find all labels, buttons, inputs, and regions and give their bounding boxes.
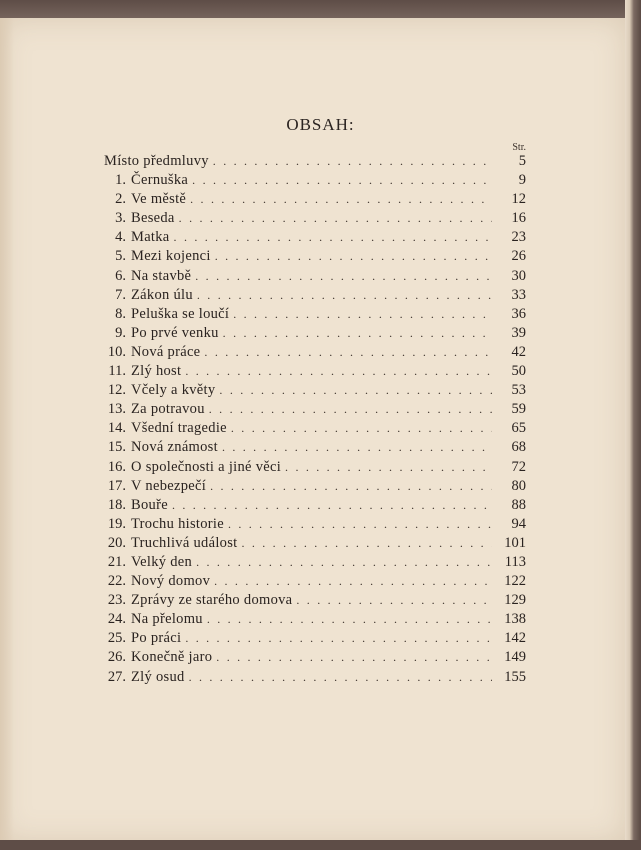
toc-entry <box>104 553 526 572</box>
page-number: 39 <box>511 324 526 341</box>
dot-leader <box>172 496 492 515</box>
toc-entry <box>104 572 526 591</box>
page-column-label: Str. <box>512 142 526 153</box>
toc-entry <box>104 228 526 247</box>
chapter-number: 12. <box>107 382 126 399</box>
toc-entry <box>104 610 526 629</box>
toc-entry <box>104 190 526 209</box>
toc-entry <box>104 324 526 343</box>
chapter-number: 4. <box>115 229 126 246</box>
toc-entry <box>104 286 526 305</box>
dot-leader <box>207 610 492 629</box>
dot-leader <box>231 419 492 438</box>
page-number: 16 <box>511 210 526 227</box>
page-number: 113 <box>504 553 526 570</box>
page-number: 42 <box>511 343 526 360</box>
toc-entry <box>104 438 526 457</box>
dot-leader <box>228 515 492 534</box>
dot-leader <box>209 400 492 419</box>
chapter-number: 13. <box>107 401 126 418</box>
page-number: 30 <box>511 267 526 284</box>
chapter-number: 6. <box>115 267 126 284</box>
toc-entry <box>104 648 526 667</box>
page-title: OBSAH: <box>286 115 355 134</box>
page-number: 138 <box>504 611 526 628</box>
page-number: 65 <box>511 420 526 437</box>
page-number: 142 <box>504 630 526 647</box>
toc-entry <box>104 591 526 610</box>
page-number: 155 <box>504 668 526 685</box>
table-of-contents <box>104 152 526 687</box>
chapter-number: 24. <box>107 611 126 628</box>
toc-entry <box>104 267 526 286</box>
chapter-number: 23. <box>107 592 126 609</box>
chapter-number: 7. <box>115 286 126 303</box>
toc-entry <box>104 458 526 477</box>
chapter-number: 2. <box>115 191 126 208</box>
toc-entry <box>104 305 526 324</box>
chapter-title: Mezi kojenci <box>131 248 211 265</box>
dot-leader <box>192 171 492 190</box>
dot-leader <box>216 648 492 667</box>
chapter-title: Trochu historie <box>131 515 224 532</box>
chapter-number: 15. <box>107 439 126 456</box>
dot-leader <box>296 591 492 610</box>
chapter-title: Ve městě <box>131 191 187 208</box>
dot-leader <box>179 209 492 228</box>
toc-entry <box>104 171 526 190</box>
toc-entry <box>104 534 526 553</box>
chapter-number: 5. <box>115 248 126 265</box>
dot-leader <box>215 247 492 266</box>
chapter-number: 18. <box>107 496 126 513</box>
chapter-title: Nová práce <box>131 343 201 360</box>
page-number: 12 <box>511 191 526 208</box>
chapter-number: 21. <box>107 553 126 570</box>
dot-leader <box>185 362 492 381</box>
chapter-title: Po práci <box>131 630 182 647</box>
chapter-title: O společnosti a jiné věci <box>131 458 282 475</box>
page-number: 80 <box>511 477 526 494</box>
toc-entry <box>104 209 526 228</box>
chapter-title: Včely a květy <box>131 382 216 399</box>
chapter-title: Nový domov <box>131 573 211 590</box>
toc-entry <box>104 668 526 687</box>
page-number: 36 <box>511 305 526 322</box>
chapter-title: Zlý osud <box>131 668 185 685</box>
dot-leader <box>189 668 492 687</box>
page-number: 72 <box>511 458 526 475</box>
page-number: 101 <box>504 534 526 551</box>
page-number: 53 <box>511 382 526 399</box>
chapter-title: Bouře <box>131 496 168 513</box>
chapter-number: 16. <box>107 458 126 475</box>
dot-leader <box>190 190 492 209</box>
page-number: 50 <box>511 363 526 380</box>
dot-leader <box>195 267 492 286</box>
chapter-title: Nová známost <box>131 439 218 456</box>
book-cover-bottom <box>0 840 641 850</box>
dot-leader <box>185 629 492 648</box>
toc-entry <box>104 381 526 400</box>
chapter-title: Všední tragedie <box>131 420 227 437</box>
page-number: 94 <box>511 515 526 532</box>
chapter-title: Peluška se loučí <box>131 305 230 322</box>
chapter-number: 1. <box>115 172 126 189</box>
page-number: 122 <box>504 573 526 590</box>
chapter-title: Na stavbě <box>131 267 192 284</box>
dot-leader <box>214 572 492 591</box>
dot-leader <box>213 152 492 171</box>
page-number: 23 <box>511 229 526 246</box>
chapter-number: 11. <box>108 363 126 380</box>
chapter-title: Matka <box>131 229 170 246</box>
page-number: 9 <box>518 172 526 189</box>
toc-entry <box>104 629 526 648</box>
chapter-title: Černuška <box>131 172 189 189</box>
page-number: 26 <box>511 248 526 265</box>
toc-entry <box>104 419 526 438</box>
chapter-title: Na přelomu <box>131 611 203 628</box>
dot-leader <box>174 228 492 247</box>
dot-leader <box>210 477 492 496</box>
toc-entry <box>104 496 526 515</box>
dot-leader <box>233 305 492 324</box>
chapter-title: V nebezpečí <box>131 477 207 494</box>
chapter-title: Zprávy ze starého domova <box>131 592 293 609</box>
chapter-number: 25. <box>107 630 126 647</box>
chapter-number: 8. <box>115 305 126 322</box>
dot-leader <box>197 286 492 305</box>
toc-entry <box>104 477 526 496</box>
page-number: 33 <box>511 286 526 303</box>
chapter-title: Velký den <box>131 553 193 570</box>
chapter-number: 10. <box>107 343 126 360</box>
dot-leader <box>285 458 492 477</box>
chapter-number: 20. <box>107 534 126 551</box>
chapter-title: Truchlivá událost <box>131 534 238 551</box>
toc-entry <box>104 343 526 362</box>
chapter-number: 27. <box>107 668 126 685</box>
chapter-number: 22. <box>107 573 126 590</box>
page-number: 149 <box>504 649 526 666</box>
toc-entry <box>104 152 526 171</box>
page-number: 129 <box>504 592 526 609</box>
toc-entry <box>104 247 526 266</box>
dot-leader <box>196 553 492 572</box>
page-number: 59 <box>511 401 526 418</box>
dot-leader <box>219 381 492 400</box>
page-number: 68 <box>511 439 526 456</box>
chapter-number: 26. <box>107 649 126 666</box>
chapter-title: Místo předmluvy <box>104 153 209 169</box>
chapter-title: Za potravou <box>131 401 205 418</box>
chapter-title: Zákon úlu <box>131 286 193 303</box>
page-number: 5 <box>518 153 526 169</box>
dot-leader <box>222 438 492 457</box>
toc-entry <box>104 362 526 381</box>
toc-entry <box>104 515 526 534</box>
page-number: 88 <box>511 496 526 513</box>
chapter-number: 3. <box>115 210 126 227</box>
chapter-title: Zlý host <box>131 363 182 380</box>
chapter-number: 19. <box>107 515 126 532</box>
chapter-title: Po prvé venku <box>131 324 219 341</box>
chapter-title: Konečně jaro <box>131 649 213 666</box>
dot-leader <box>241 534 492 553</box>
chapter-number: 17. <box>107 477 126 494</box>
dot-leader <box>204 343 492 362</box>
chapter-number: 14. <box>107 420 126 437</box>
chapter-title: Beseda <box>131 210 175 227</box>
chapter-number: 9. <box>115 324 126 341</box>
toc-entry <box>104 400 526 419</box>
page-gutter-shadow <box>0 18 14 842</box>
dot-leader <box>223 324 492 343</box>
